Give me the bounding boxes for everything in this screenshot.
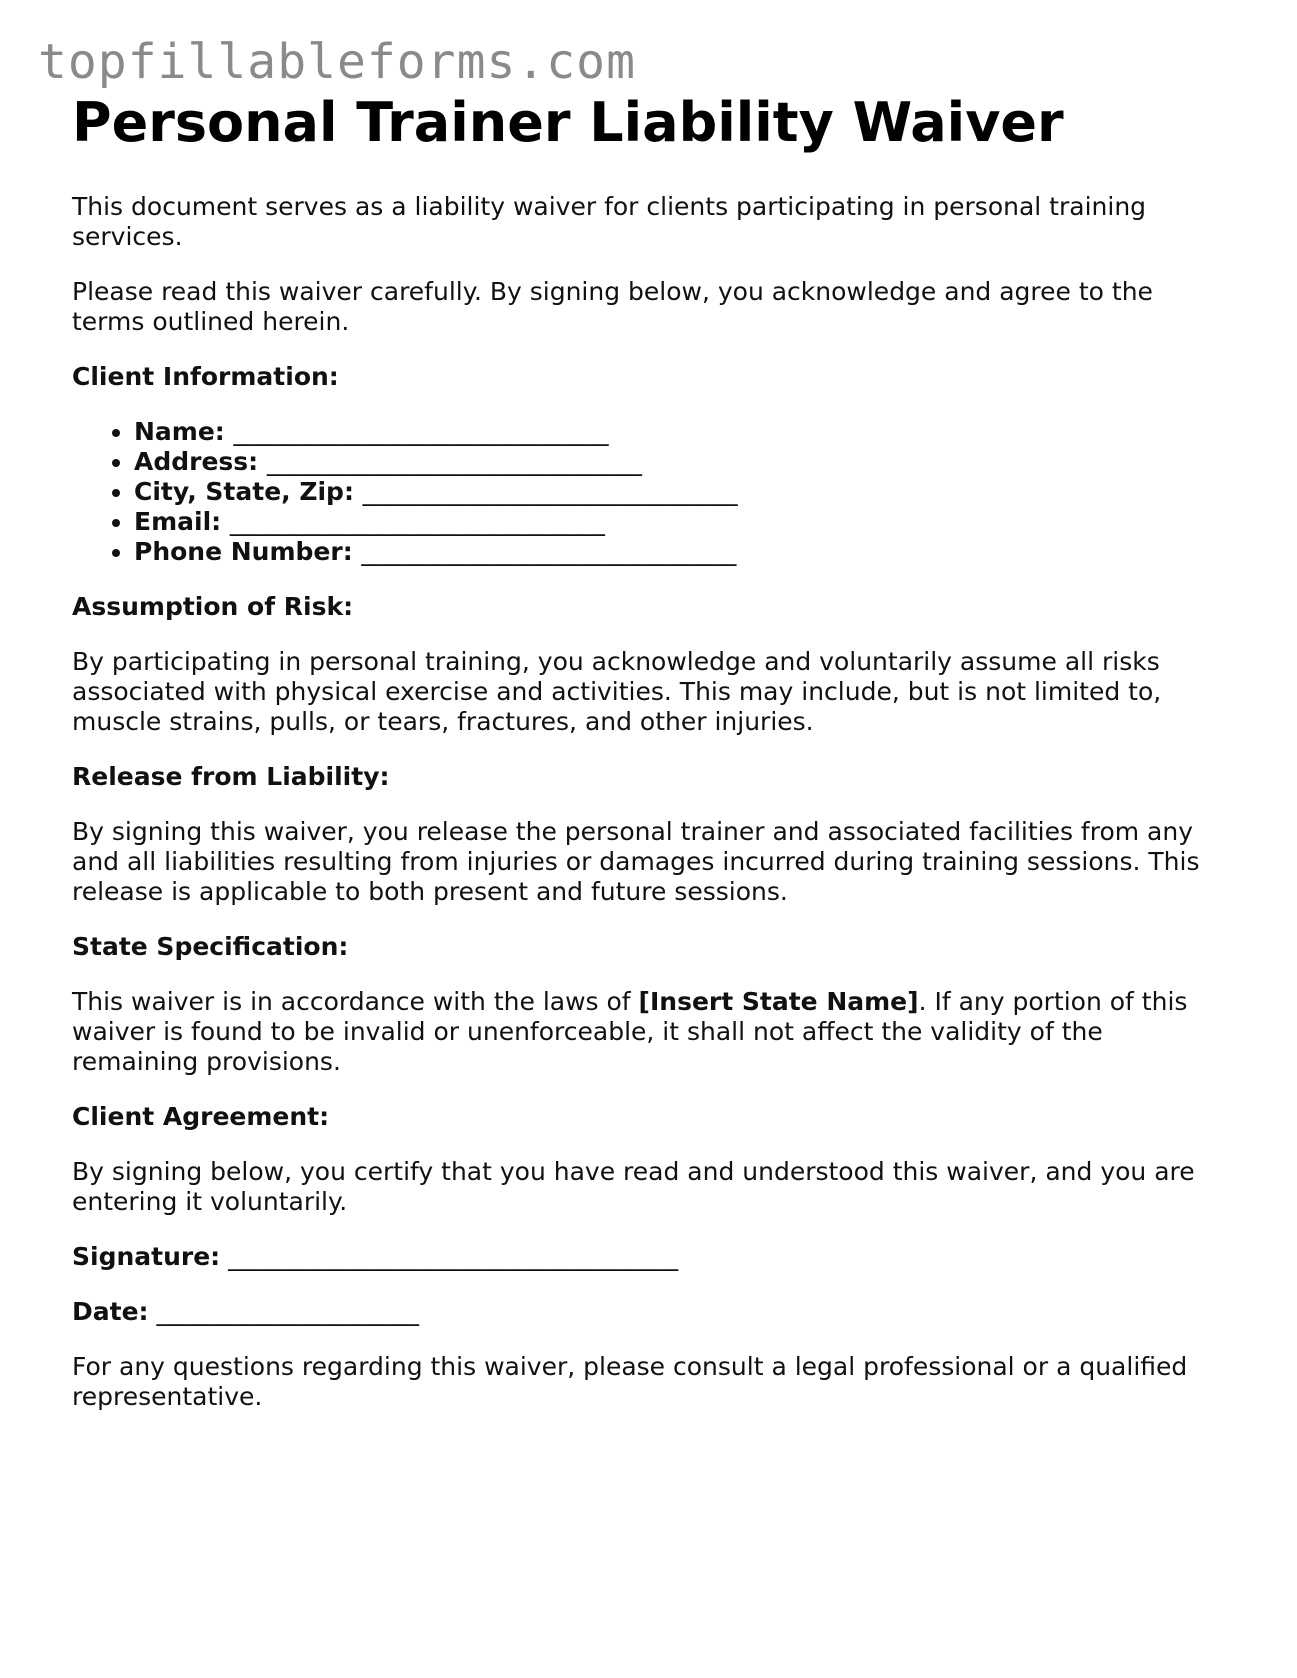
address-blank[interactable]: ______________________________: [266, 447, 642, 477]
state-heading: State Specification:: [72, 932, 349, 962]
assumption-heading: Assumption of Risk:: [72, 592, 354, 622]
city-state-zip-blank[interactable]: ______________________________: [362, 477, 738, 507]
date-blank[interactable]: _____________________: [156, 1297, 419, 1327]
state-text-after: . If any portion of this waiver is found to be invalid or unenforceable, it shall not affect the validity of the remaining provisions.: [72, 987, 1188, 1077]
address-label: Address:: [134, 447, 259, 477]
document-page: [72, 92, 1222, 1437]
signature-label: Signature:: [72, 1242, 221, 1272]
date-line[interactable]: [72, 1297, 1222, 1327]
state-name-placeholder: [Insert State Name]: [638, 987, 919, 1017]
release-text: By signing this waiver, you release the personal trainer and associated facilities from any and all liabilities resulting from injuries or damages incurred during training sessions. This release is applicable to both present and future sessions.: [72, 817, 1200, 907]
phone-number-label: Phone Number:: [134, 537, 353, 567]
state-text: [72, 987, 1222, 1077]
name-label: Name:: [134, 417, 225, 447]
date-label: Date:: [72, 1297, 149, 1327]
email-field[interactable]: [134, 507, 1222, 537]
client-info-list: [72, 417, 1222, 567]
phone-number-blank[interactable]: ______________________________: [361, 537, 737, 567]
agreement-heading: Client Agreement:: [72, 1102, 330, 1132]
name-field[interactable]: [134, 417, 1222, 447]
assumption-text: By participating in personal training, you acknowledge and voluntarily assume all risks associated with physical exercise and activities. This may include, but is not limited to, muscle strains, pulls, or tears, fractures, and other injuries.: [72, 647, 1162, 737]
phone-number-field[interactable]: [134, 537, 1222, 567]
city-state-zip-field[interactable]: [134, 477, 1222, 507]
name-blank[interactable]: ______________________________: [233, 417, 609, 447]
footer-note: For any questions regarding this waiver, please consult a legal professional or a qualified representative.: [72, 1352, 1188, 1412]
signature-line[interactable]: [72, 1242, 1222, 1272]
watermark: topfillableforms.com: [38, 34, 636, 90]
email-label: Email:: [134, 507, 222, 537]
email-blank[interactable]: ______________________________: [229, 507, 605, 537]
agreement-text: By signing below, you certify that you have read and understood this waiver, and you are entering it voluntarily.: [72, 1157, 1195, 1217]
client-info-heading: Client Information:: [72, 362, 339, 392]
city-state-zip-label: City, State, Zip:: [134, 477, 354, 507]
address-field[interactable]: [134, 447, 1222, 477]
signature-blank[interactable]: ____________________________________: [228, 1242, 679, 1272]
instructions-paragraph: Please read this waiver carefully. By signing below, you acknowledge and agree to the terms outlined herein.: [72, 277, 1153, 337]
state-text-before: This waiver is in accordance with the laws of: [72, 987, 639, 1017]
release-heading: Release from Liability:: [72, 762, 390, 792]
intro-paragraph: This document serves as a liability waiver for clients participating in personal training services.: [72, 192, 1147, 252]
page-title: Personal Trainer Liability Waiver: [72, 91, 1064, 154]
